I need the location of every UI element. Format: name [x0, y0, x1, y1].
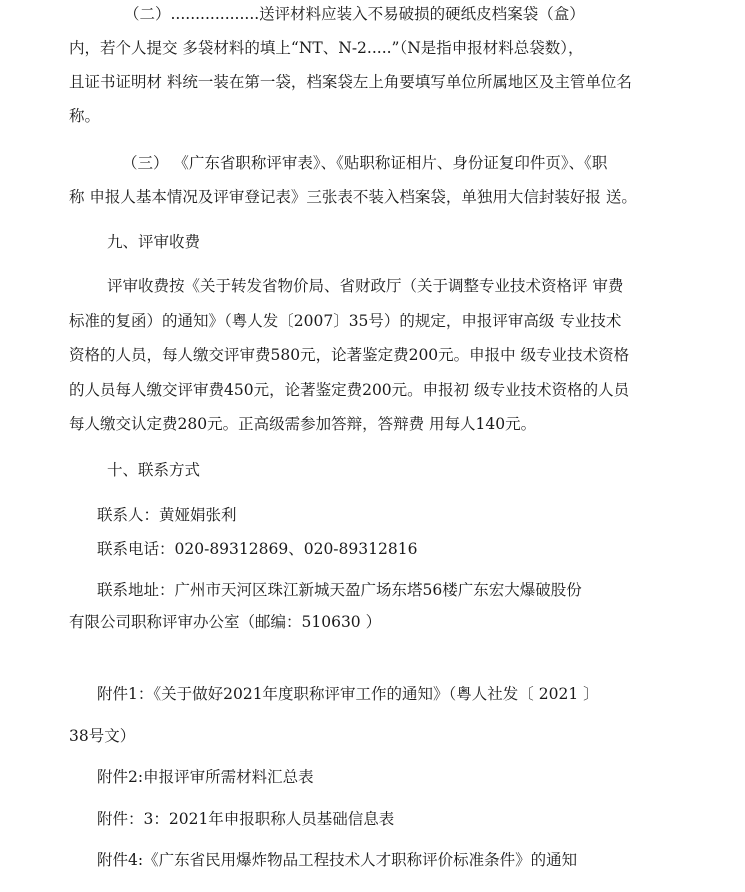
fees-line1: 评审收费按《关于转发省物价局、省财政厅（关于调整专业技术资格评 审费 [107, 277, 624, 295]
materials-item2-line1: （二）..................送评材料应装入不易破损的硬纸皮档案袋（盒） [124, 5, 585, 23]
attachment-3: 附件：3：2021年申报职称人员基础信息表 [97, 810, 395, 828]
fees-line2: 标准的复函）的通知》（粤人发〔2007〕35号）的规定，申报评审高级 专业技术 [69, 312, 622, 330]
materials-item3-line2: 称 申报人基本情况及评审登记表》三张表不装入档案袋，单独用大信封装好报 送。 [69, 188, 637, 206]
attachment-1-line1: 附件1：《关于做好2021年度职称评审工作的通知》（粤人社发〔 2021 〕 [97, 685, 599, 703]
contact-address-line2: 有限公司职称评审办公室（邮编：510630 ） [69, 613, 382, 631]
materials-item2-line3: 且证书证明材 料统一装在第一袋，档案袋左上角要填写单位所属地区及主管单位名 [69, 73, 632, 91]
attachment-1-line2: 38号文） [69, 727, 136, 745]
contact-heading: 十、联系方式 [107, 461, 201, 479]
contact-address-line1: 联系地址：广州市天河区珠江新城天盈广场东塔56楼广东宏大爆破股份 [97, 581, 582, 599]
contact-phone: 联系电话：020-89312869、020-89312816 [97, 540, 418, 558]
materials-item2-line2: 内，若个人提交 多袋材料的填上“NT、N-2.....”（N是指申报材料总袋数）， [69, 39, 584, 57]
materials-item3-line1: （三） 《广东省职称评审表》、《贴职称证相片、身份证复印件页》、《职 [122, 154, 608, 172]
fees-line3: 资格的人员，每人缴交评审费580元，论著鉴定费200元。申报中 级专业技术资格 [69, 346, 630, 364]
attachment-2: 附件2:申报评审所需材料汇总表 [97, 768, 314, 786]
materials-item2-line4: 称。 [69, 107, 101, 125]
attachment-4: 附件4:《广东省民用爆炸物品工程技术人才职称评价标准条件》的通知 [97, 851, 578, 869]
fees-line5: 每人缴交认定费280元。正高级需参加答辩，答辩费 用每人140元。 [69, 415, 537, 433]
fees-heading: 九、评审收费 [107, 233, 201, 251]
contact-person: 联系人：黄娅娟张利 [97, 506, 237, 524]
fees-line4: 的人员每人缴交评审费450元，论著鉴定费200元。申报初 级专业技术资格的人员 [69, 381, 630, 399]
